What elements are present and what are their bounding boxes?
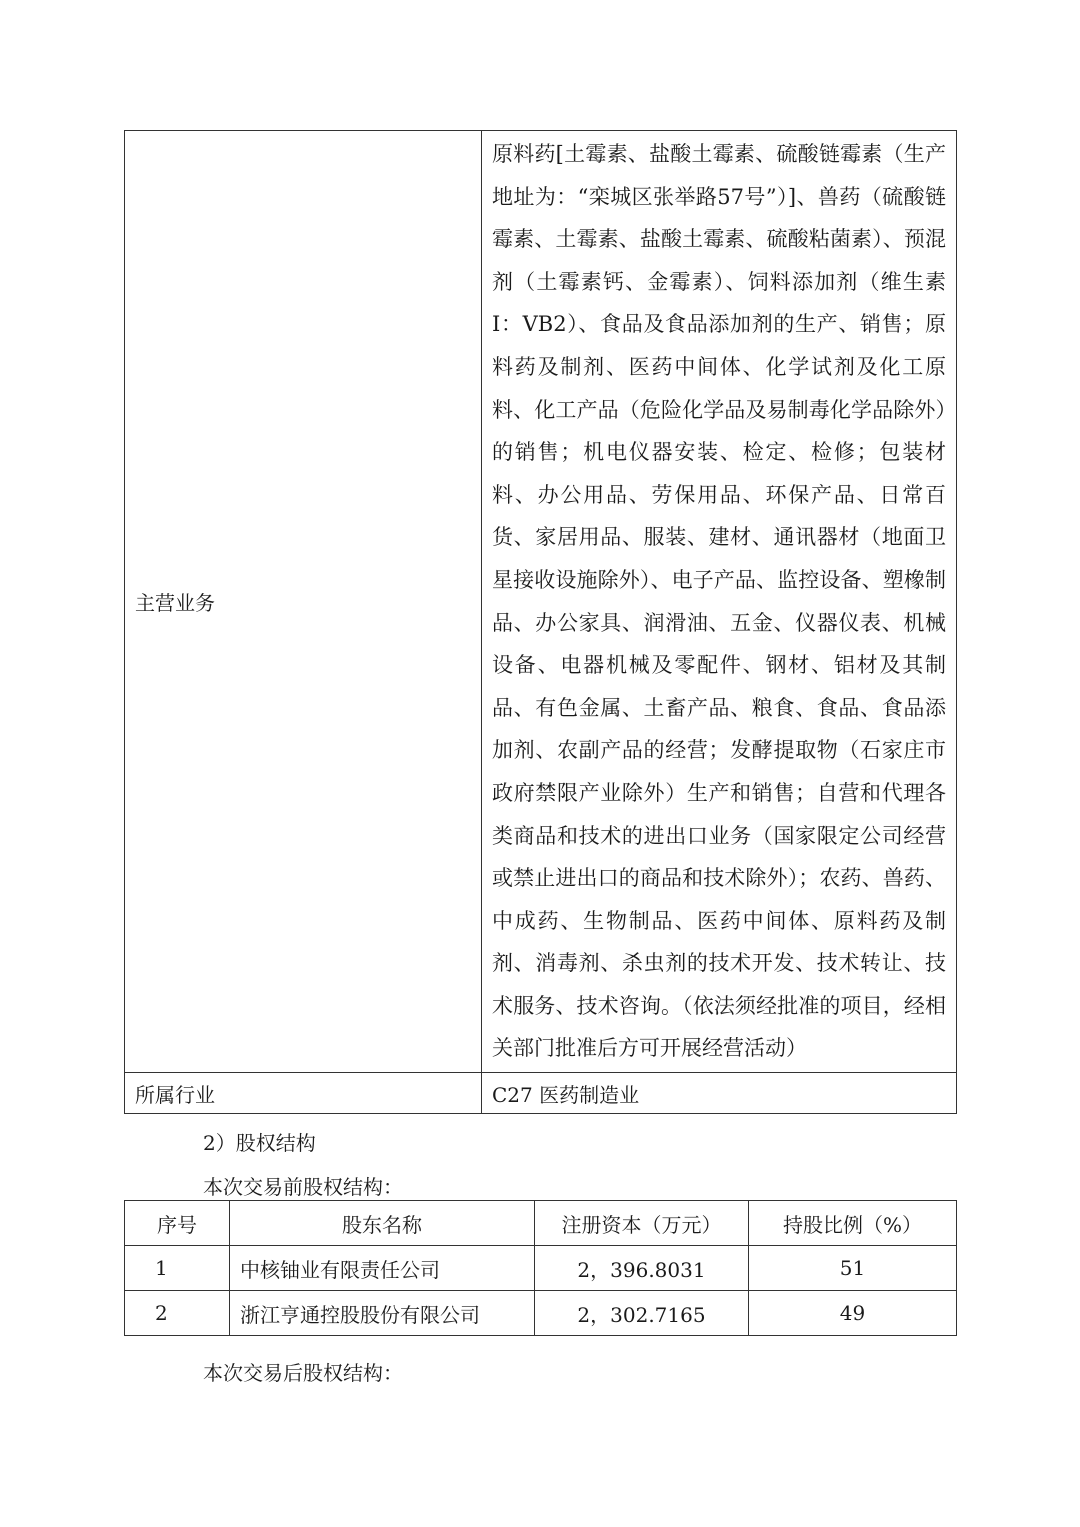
header-ratio: 持股比例（%） (749, 1201, 957, 1246)
before-caption: 本次交易前股权结构： (203, 1175, 403, 1199)
section-title: 2）股权结构 (203, 1131, 316, 1155)
row-ratio: 51 (749, 1246, 957, 1291)
row-ratio: 49 (749, 1291, 957, 1336)
main-business-row (125, 131, 957, 1073)
row-shareholder: 中核铀业有限责任公司 (230, 1246, 535, 1291)
main-business-text: 原料药[土霉素、盐酸土霉素、硫酸链霉素（生产地址为：“栾城区张举路57号”）]、兽药（硫酸链霉素、土霉素、盐酸土霉素、硫酸粘菌素）、预混剂（土霉素钙、金霉素）、饲料添加剂（维生素Ⅰ：VB2）、食品及食品添加剂的生产、销售；原料药及制剂、医药中间体、化学试剂及化工原料、化工产品（危险化学品及易制毒化学品除外）的销售；机电仪器安装、检定、检修；包装材料、办公用品、劳保用品、环保产品、日常百货、家居用品、服装、建材、通讯器材（地面卫星接收设施除外）、电子产品、监控设备、塑橡制品、办公家具、润滑油、五金、仪器仪表、机械设备、电器机械及零配件、钢材、铝材及其制品、有色金属、土畜产品、粮食、食品、食品添加剂、农副产品的经营；发酵提取物（石家庄市政府禁限产业除外）生产和销售；自营和代理各类商品和技术的进出口业务（国家限定公司经营或禁止进出口的商品和技术除外）；农药、兽药、中成药、生物制品、医药中间体、原料药及制剂、消毒剂、杀虫剂的技术开发、技术转让、技术服务、技术咨询。（依法须经批准的项目，经相关部门批准后方可开展经营活动） (482, 131, 957, 1073)
row-capital: 2，302.7165 (535, 1291, 749, 1336)
row-shareholder: 浙江亨通控股股份有限公司 (230, 1291, 535, 1336)
company-info-table (124, 130, 957, 1114)
header-shareholder: 股东名称 (230, 1201, 535, 1246)
industry-value: C27 医药制造业 (482, 1073, 957, 1114)
row-capital: 2，396.8031 (535, 1246, 749, 1291)
equity-table (124, 1200, 957, 1336)
industry-label: 所属行业 (125, 1073, 482, 1114)
table-row (125, 1246, 957, 1291)
table-row (125, 1291, 957, 1336)
after-caption: 本次交易后股权结构： (203, 1361, 403, 1385)
header-capital: 注册资本（万元） (535, 1201, 749, 1246)
header-no: 序号 (125, 1201, 230, 1246)
equity-table-header (125, 1201, 957, 1246)
row-no: 2 (125, 1291, 230, 1336)
row-no: 1 (125, 1246, 230, 1291)
main-business-label: 主营业务 (125, 131, 482, 1073)
industry-row (125, 1073, 957, 1114)
